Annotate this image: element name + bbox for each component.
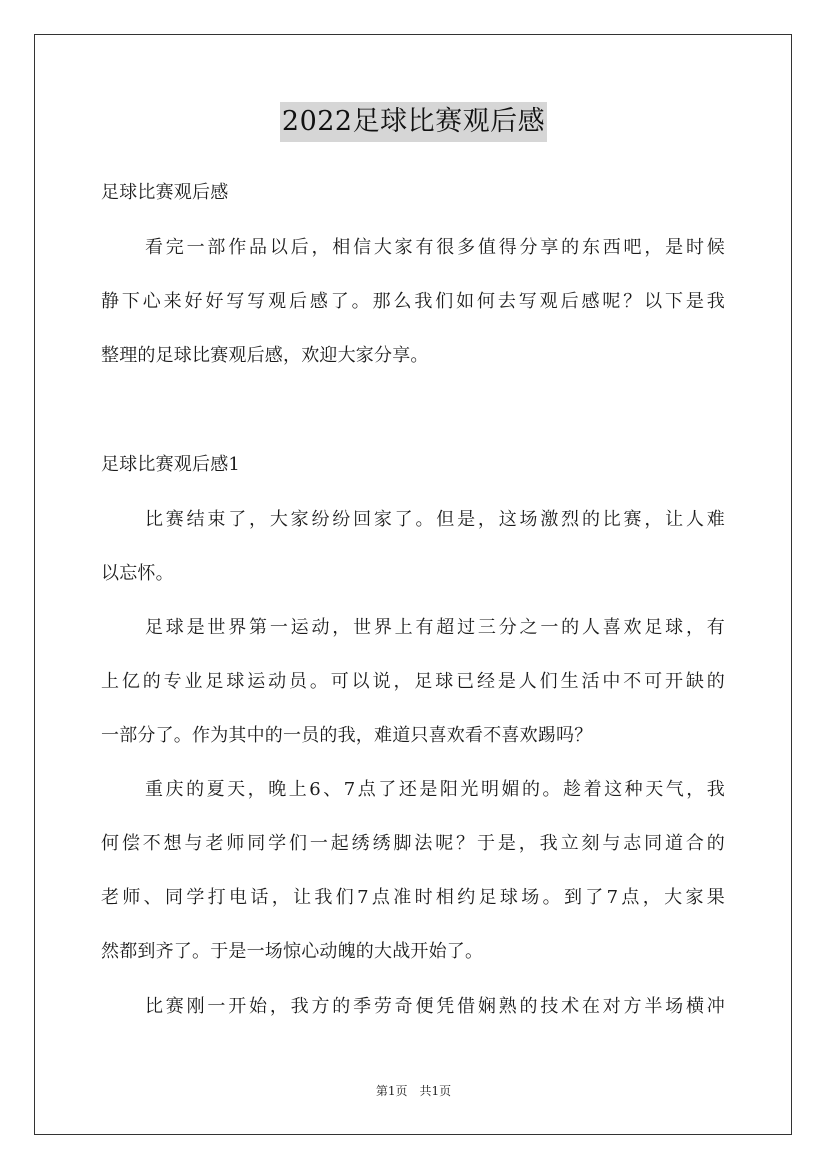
paragraph-line: 足球是世界第一运动，世界上有超过三分之一的人喜欢足球，有 — [145, 617, 725, 638]
heading-section-1: 足球比赛观后感1 — [101, 454, 241, 475]
paragraph-line: 何偿不想与老师同学们一起绣绣脚法呢？于是，我立刻与志同道合的 — [101, 833, 725, 854]
title-container — [0, 102, 827, 142]
paragraph-line: 一部分了。作为其中的一员的我，难道只喜欢看不喜欢踢吗？ — [101, 725, 593, 746]
paragraph-line: 然都到齐了。于是一场惊心动魄的大战开始了。 — [101, 941, 484, 962]
paragraph-line: 以忘怀。 — [101, 563, 174, 584]
paragraph-line: 比赛刚一开始，我方的季劳奇便凭借娴熟的技术在对方半场横冲 — [145, 996, 725, 1017]
paragraph-line: 看完一部作品以后，相信大家有很多值得分享的东西吧，是时候 — [145, 237, 725, 258]
heading-intro: 足球比赛观后感 — [101, 182, 229, 203]
paragraph-line: 整理的足球比赛观后感，欢迎大家分享。 — [101, 345, 429, 366]
paragraph-line: 重庆的夏天，晚上6、7点了还是阳光明媚的。趁着这种天气，我 — [145, 779, 725, 800]
paragraph-line: 老师、同学打电话，让我们7点准时相约足球场。到了7点，大家果 — [101, 887, 725, 908]
paragraph-line: 静下心来好好写写观后感了。那么我们如何去写观后感呢？以下是我 — [101, 291, 725, 312]
paragraph-line: 比赛结束了，大家纷纷回家了。但是，这场激烈的比赛，让人难 — [145, 509, 725, 530]
page-footer: 第1页 共1页 — [375, 1084, 452, 1098]
document-title: 2022足球比赛观后感 — [280, 102, 547, 142]
paragraph-line: 上亿的专业足球运动员。可以说，足球已经是人们生活中不可开缺的 — [101, 671, 725, 692]
